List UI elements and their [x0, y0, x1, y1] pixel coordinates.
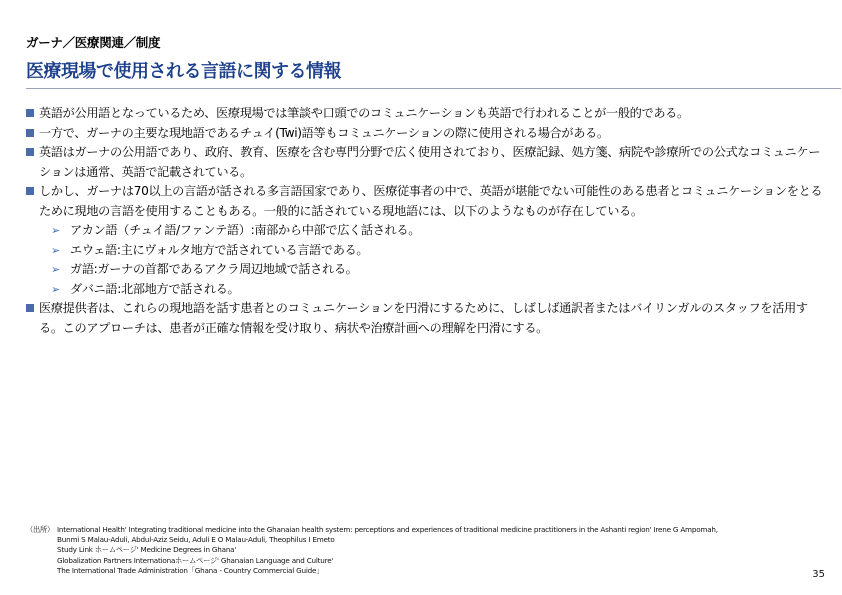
arrow-right-icon: ➢ — [51, 224, 60, 237]
source-line: Bunmi S Malau-Aduli, Abdul-Aziz Seidu, Aduli E O Malau-Aduli, Theophilus I Emeto — [57, 535, 335, 545]
bullet-item: しかし、ガーナは70以上の言語が話される多言語国家であり、医療従事者の中で、英語が堪能でない可能性のある患者とコミュニケーションをとるために現地の言語を使用することもある。一般的に話されている現地語には、以下のようなものが存在している。 — [26, 182, 831, 221]
language-item — [26, 260, 831, 280]
source-line: International Health' Integrating traditional medicine into the Ghanaian health system: perceptions and experiences of traditional medicine practitioners in the Ashanti region' Irene G Ampomah, — [57, 525, 718, 534]
arrow-right-icon: ➢ — [51, 282, 60, 296]
bullet-item: 医療提供者は、これらの現地語を話す患者とのコミュニケーションを円滑にするために、しばしば通訳者またはバイリンガルのスタッフを活用する。このアプローチは、患者が正確な情報を受け取り、病状や治療計画への理解を円滑にする。 — [26, 299, 831, 338]
page-title: 医療現場で使用される言語に関する情報 — [26, 61, 341, 82]
language-label: ガ語:ガーナの首都であるアクラ周辺地域で話される。 — [70, 262, 358, 276]
bullet-item: 英語が公用語となっているため、医療現場では筆談や口頭でのコミュニケーションも英語で行われることが一般的である。 — [26, 104, 831, 124]
arrow-right-icon: ➢ — [51, 243, 60, 257]
language-item — [26, 241, 831, 261]
language-label: ダバニ語:北部地方で話される。 — [70, 281, 240, 296]
sources-block — [26, 525, 806, 576]
bullet-list — [26, 104, 831, 338]
source-line: Globalization Partners Internationaホームページ' Ghanaian Language and Culture' — [57, 555, 334, 565]
source-line: The International Trade Administration「Ghana - Country Commercial Guide」 — [57, 565, 324, 575]
bullet-item: 英語はガーナの公用語であり、政府、教育、医療を含む専門分野で広く使用されており、医療記録、処方箋、病院や診療所での公式なコミュニケーションは通常、英語で記載されている。 — [26, 143, 831, 182]
sources-label: （出所） — [26, 525, 54, 534]
source-line: Study Link ホームページ' Medicine Degrees in Ghana' — [57, 545, 237, 555]
breadcrumb: ガーナ／医療関連／制度 — [26, 35, 161, 50]
language-label: アカン語（チュイ語/ファンテ語）:南部から中部で広く話される。 — [70, 223, 421, 237]
bullet-item: 一方で、ガーナの主要な現地語であるチュイ(Twi)語等もコミュニケーションの際に使用される場合がある。 — [26, 124, 831, 144]
language-item — [26, 280, 831, 300]
language-item — [26, 221, 831, 241]
page-number: 35 — [812, 569, 825, 580]
arrow-right-icon: ➢ — [51, 263, 60, 276]
title-divider — [26, 88, 841, 89]
language-label: エウェ語:主にヴォルタ地方で話されている言語である。 — [70, 242, 369, 257]
